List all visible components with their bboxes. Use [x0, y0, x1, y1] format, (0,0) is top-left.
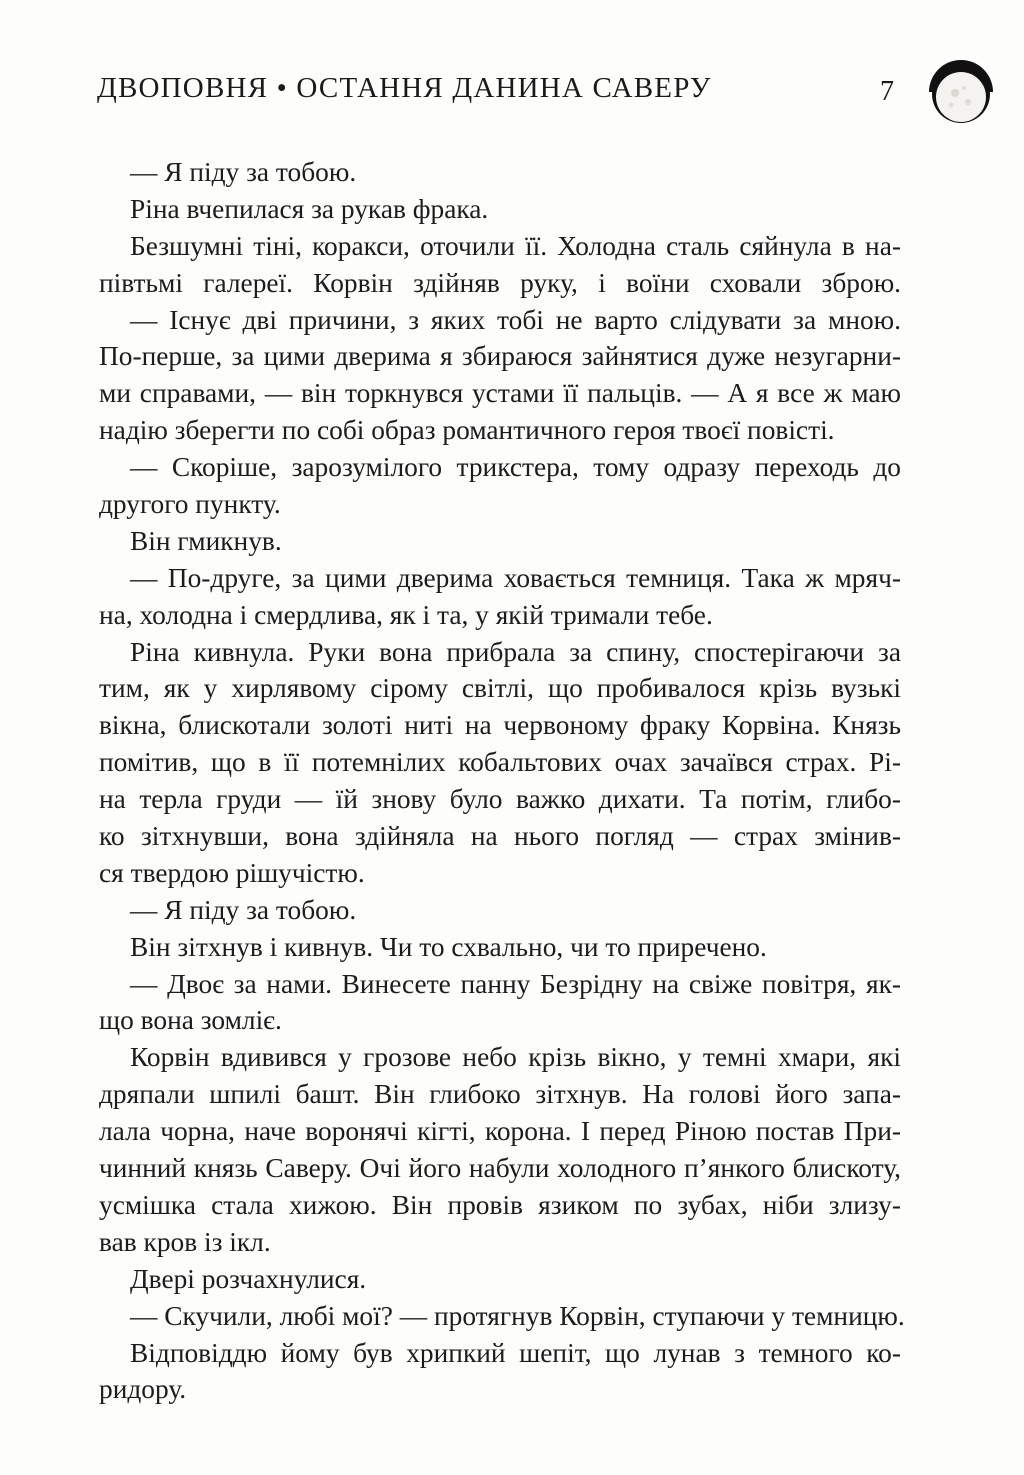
text-line: По-перше, за цими дверима я збираюся зайнятися дуже незугарни-: [99, 341, 901, 372]
text-line: тим, як у хирлявому сірому світлі, що пробивалося крізь вузькі: [99, 673, 901, 704]
text-line: що вона зомліє.: [99, 1005, 282, 1036]
text-line: Двері розчахнулися.: [130, 1263, 367, 1294]
text-line: ко зітхнувши, вона здійняла на нього погляд — страх змінив-: [99, 821, 901, 852]
text-line: — Існує дві причини, з яких тобі не варто слідувати за мною.: [130, 304, 901, 335]
text-line: вікна, блискотали золоті ниті на червоному фраку Корвіна. Князь: [99, 710, 901, 741]
text-line: півтьмі галереї. Корвін здійняв руку, і воїни сховали зброю.: [99, 267, 901, 298]
text-line: надію зберегти по собі образ романтичного героя твоєї повісті.: [99, 415, 835, 446]
text-line: другого пункту.: [99, 489, 281, 520]
text-line: — По-друге, за цими дверима ховається темниця. Така ж мряч-: [130, 562, 901, 593]
text-line: Він гмикнув.: [130, 525, 282, 556]
text-line: — Скучили, любі мої? — протягнув Корвін, ступаючи у темницю.: [130, 1300, 905, 1331]
running-head: ДВОПОВНЯ • ОСТАННЯ ДАНИНА САВЕРУ: [97, 72, 712, 104]
text-line: Ріна кивнула. Руки вона прибрала за спину, спостерігаючи за: [130, 636, 901, 667]
text-line: чинний князь Саверу. Очі його набули холодного п’янкого блискоту,: [99, 1153, 901, 1184]
text-line: на терла груди — їй знову було важко дихати. Та потім, глибо-: [99, 784, 901, 815]
text-line: ридору.: [99, 1374, 187, 1405]
body-text: [99, 154, 905, 1408]
text-line: Відповіддю йому був хрипкий шепіт, що лунав з темного ко-: [130, 1337, 901, 1368]
text-line: на, холодна і смердлива, як і та, у якій тримали тебе.: [99, 599, 713, 630]
text-line: Безшумні тіні, коракси, оточили її. Холодна сталь сяйнула в на-: [130, 230, 901, 261]
text-line: ся твердою рішучістю.: [99, 857, 365, 888]
text-line: усмішка стала хижою. Він провів язиком по зубах, ніби злизу-: [99, 1189, 901, 1220]
text-line: вав кров із ікл.: [99, 1226, 271, 1257]
text-line: — Скоріше, зарозумілого трикстера, тому одразу переходь до: [130, 452, 901, 483]
moon-phase-icon: [926, 50, 996, 126]
text-line: Ріна вчепилася за рукав фрака.: [130, 193, 489, 224]
text-line: помітив, що в її потемнілих кобальтових очах зачаївся страх. Рі-: [99, 747, 901, 778]
text-line: дряпали шпилі башт. Він глибоко зітхнув. На голові його запа-: [99, 1079, 901, 1110]
text-line: лала чорна, наче воронячі кігті, корона. І перед Ріною постав При-: [99, 1116, 901, 1147]
text-line: Корвін вдивився у грозове небо крізь вікно, у темні хмари, які: [130, 1042, 901, 1073]
page-number: 7: [880, 76, 894, 107]
text-line: ми справами, — він торкнувся устами її пальців. — А я все ж маю: [99, 378, 901, 409]
text-line: Він зітхнув і кивнув. Чи то схвально, чи то приречено.: [130, 931, 767, 962]
text-line: — Я піду за тобою.: [130, 894, 357, 925]
text-line: — Я піду за тобою.: [130, 157, 357, 187]
text-line: — Двоє за нами. Винесете панну Безрідну на свіже повітря, як-: [130, 968, 901, 999]
